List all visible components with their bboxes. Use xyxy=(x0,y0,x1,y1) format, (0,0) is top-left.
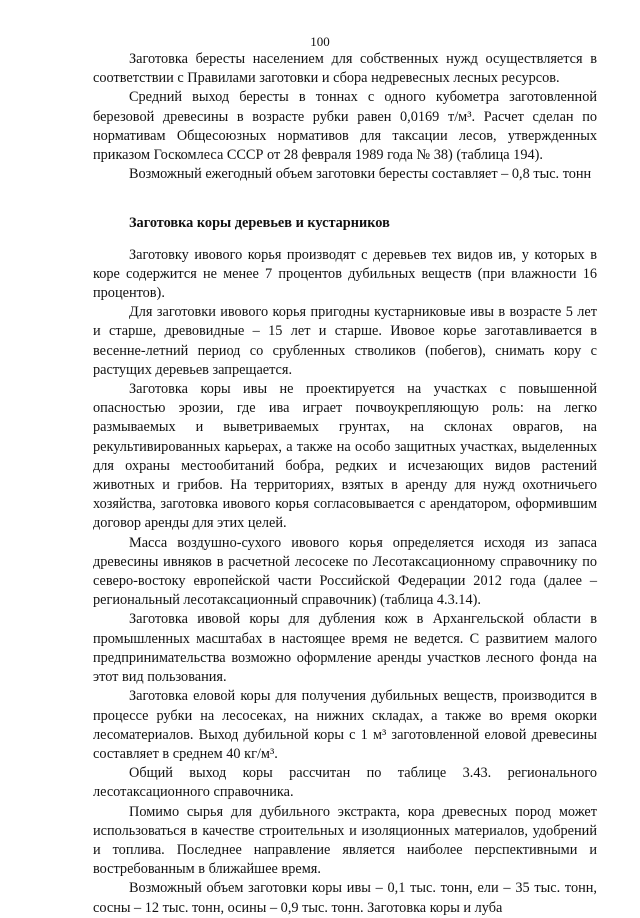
page-body xyxy=(93,50,597,918)
paragraph: Масса воздушно-сухого ивового корья определяется исходя из запаса древесины ивняков в расчетной лесосеке по Лесотаксационному справочнику по северо-востоку европейской части Российской Федерации 2012 года (далее – региональный лесотаксационный справочник) (таблица 4.3.14). xyxy=(93,534,597,609)
paragraph: Для заготовки ивового корья пригодны кустарниковые ивы в возрасте 5 лет и старше, древовидные – 15 лет и старше. Ивовое корье заготавливается в весенне-летний период со срубленных стволиков (побегов), снимать кору с растущих деревьев запрещается. xyxy=(93,304,597,378)
paragraph: Общий выход коры рассчитан по таблице 3.43. регионального лесотаксационного справочника. xyxy=(93,765,597,801)
paragraph: Заготовка бересты населением для собственных нужд осуществляется в соответствии с Правилами заготовки и сбора недревесных лесных ресурсов. xyxy=(93,51,597,87)
section-heading: Заготовка коры деревьев и кустарников xyxy=(129,215,390,232)
paragraph: Возможный ежегодный объем заготовки бересты составляет – 0,8 тыс. тонн xyxy=(129,166,592,183)
paragraph: Заготовка коры ивы не проектируется на участках с повышенной опасностью эрозии, где ива играет почвоукрепляющую роль: на легко размываемых и выветриваемых грунтах, на склонах оврагов, на рекультивированных карьерах, а также на особо защитных участках, выделенных для охраны местообитаний бобра, редких и исчезающих видов растений животных и грибов. На территориях, взятых в аренду для нужд охотничьего хозяйства, заготовка ивового корья согласовывается с арендатором, оформившим договор аренды для этих целей. xyxy=(93,381,597,532)
paragraph: Заготовка ивовой коры для дубления кож в Архангельской области в промышленных масштабах в настоящее время не ведется. С развитием малого предпринимательства возможно оформление аренды участков лесного фонда на этот вид пользования. xyxy=(93,611,597,686)
paragraph: Средний выход бересты в тоннах с одного кубометра заготовленной березовой древесины в возрасте рубки равен 0,0169 т/м³. Расчет сделан по нормативам Общесоюзных нормативов для таксации лесов, утвержденных приказом Госкомлеса СССР от 28 февраля 1989 года № 38) (таблица 194). xyxy=(93,89,597,164)
paragraph: Возможный объем заготовки коры ивы – 0,1 тыс. тонн, ели – 35 тыс. тонн, сосны – 12 тыс. тонн, осины – 0,9 тыс. тонн. Заготовка коры и луба xyxy=(93,880,597,916)
paragraph: Помимо сырья для дубильного экстракта, кора древесных пород может использоваться в качестве строительных и изоляционных материалов, удобрений и топлива. Последнее направление является наиболее перспективными и востребованным в ближайшее время. xyxy=(93,803,597,878)
paragraph: Заготовка еловой коры для получения дубильных веществ, производится в процессе рубки на лесосеках, на нижних складах, а также во время окорки лесоматериалов. Выход дубильной коры с 1 м³ заготовленной еловой древесины составляет в среднем 40 кг/м³. xyxy=(93,688,597,762)
paragraph: Заготовку ивового корья производят с деревьев тех видов ив, у которых в коре содержится не менее 7 процентов дубильных веществ (при влажности 16 процентов). xyxy=(93,246,597,302)
page-number: 100 xyxy=(310,34,330,49)
